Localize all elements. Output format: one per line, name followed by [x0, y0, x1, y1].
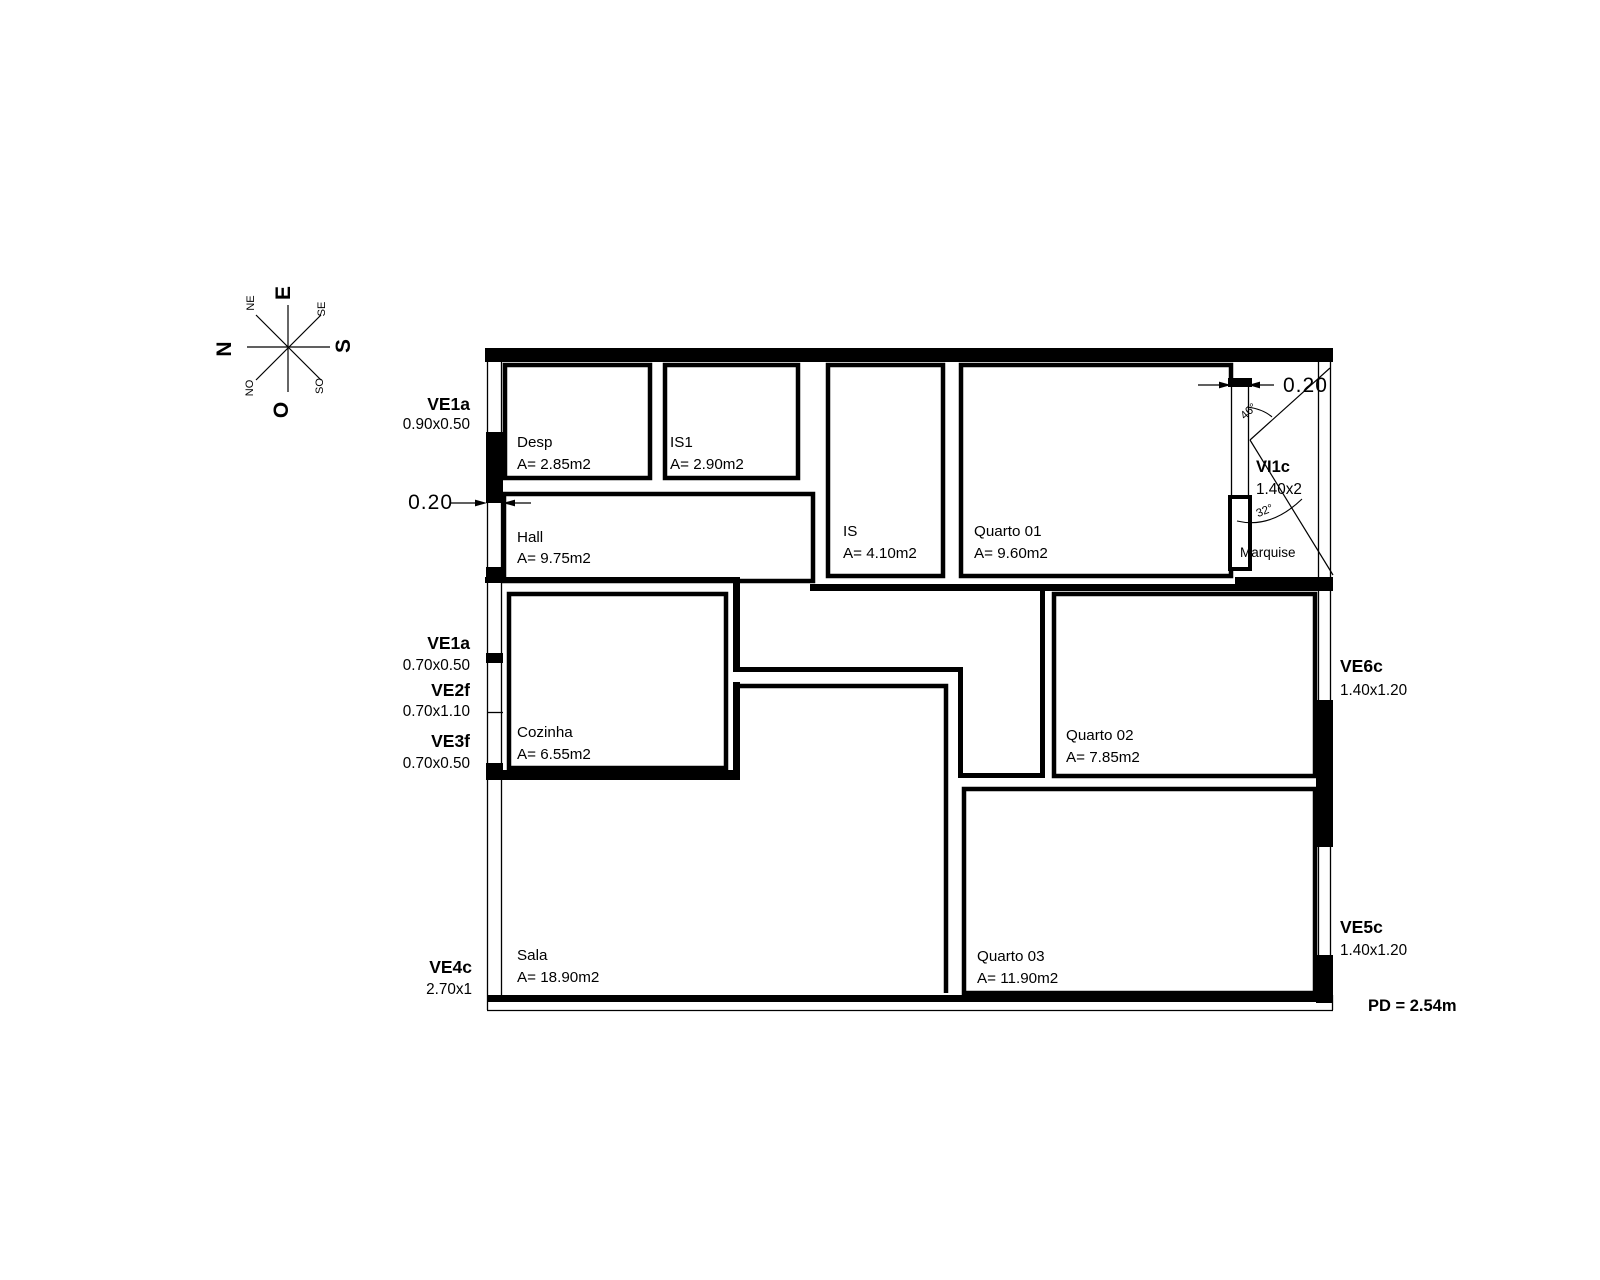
wall-south-of-is-quarto01 [810, 584, 1333, 591]
compass-label-ne: NE [245, 295, 257, 311]
compass-label-n: N [213, 341, 236, 357]
room-quarto03-area: A= 11.90m2 [977, 970, 1059, 987]
room-desp-area: A= 2.85m2 [517, 456, 591, 473]
wall-cozinha-right-upper [733, 577, 740, 672]
room-marquise-name: Marquise [1240, 545, 1296, 560]
angle-lower-label: 32° [1254, 502, 1276, 521]
window-ve2f-size: 0.70x1.10 [402, 703, 470, 720]
room-is1-area: A= 2.90m2 [670, 456, 744, 473]
room-hall-name: Hall [517, 529, 544, 546]
room-quarto03-name: Quarto 03 [977, 948, 1045, 965]
compass-label-no: NO [244, 379, 256, 397]
window-ve1a-top-size: 0.90x0.50 [402, 416, 470, 433]
window-ve3f-id: VE3f [431, 731, 470, 751]
window-ve4c-id: VE4c [429, 957, 472, 977]
wall-left-pier-1 [486, 432, 503, 503]
window-ve1a-left-size: 0.70x0.50 [402, 657, 470, 674]
room-desp-name: Desp [517, 434, 553, 451]
wall-corridor-north [738, 667, 962, 672]
window-ve1a-left-id: VE1a [427, 633, 470, 653]
vi1c-top-tab [1228, 378, 1252, 387]
wall-cozinha-bottom [487, 770, 740, 780]
compass-label-se: SE [316, 301, 328, 317]
window-ve3f-size: 0.70x0.50 [402, 755, 470, 772]
compass-label-e: E [272, 285, 295, 301]
room-hall-outline [504, 494, 813, 581]
room-cozinha-name: Cozinha [517, 724, 573, 741]
window-ve6c-id: VE6c [1340, 656, 1383, 676]
wall-top-exterior [485, 348, 1333, 362]
compass-label-o: O [270, 401, 293, 419]
window-ve5c-id: VE5c [1340, 917, 1383, 937]
room-is-name: IS [843, 523, 858, 540]
room-cozinha-outline [509, 594, 726, 768]
room-is-area: A= 4.10m2 [843, 545, 917, 562]
wall-cozinha-right-lower [733, 682, 740, 780]
ceiling-height-note: PD = 2.54m [1368, 997, 1457, 1015]
wall-left-pier-3 [486, 653, 503, 663]
window-ve5c-size: 1.40x1.20 [1340, 942, 1408, 959]
angle-upper-label: 46° [1238, 401, 1260, 423]
window-vi1c-size: 1.40x2 [1256, 481, 1302, 498]
wall-bottom-exterior [487, 995, 1333, 1002]
room-quarto02-name: Quarto 02 [1066, 727, 1134, 744]
room-sala-area: A= 18.90m2 [517, 969, 600, 986]
room-outlines [504, 365, 1315, 993]
room-cozinha-area: A= 6.55m2 [517, 746, 591, 763]
wall-corridor-south [958, 773, 1045, 778]
room-hall-area: A= 9.75m2 [517, 550, 591, 567]
room-is1-name: IS1 [670, 434, 693, 451]
room-quarto01-name: Quarto 01 [974, 523, 1042, 540]
wall-corridor-west [958, 667, 963, 778]
dim-left-arrowhead-a [475, 500, 487, 507]
wall-corridor-east [1040, 586, 1045, 778]
window-vi1c-id: VI1c [1256, 458, 1290, 476]
window-ve6c-size: 1.40x1.20 [1340, 682, 1408, 699]
room-quarto01-area: A= 9.60m2 [974, 545, 1048, 562]
wall-thickness-left-label: 0.20 [408, 491, 453, 514]
window-ve2f-id: VE2f [431, 680, 470, 700]
room-quarto02-area: A= 7.85m2 [1066, 749, 1140, 766]
room-sala-outline [740, 686, 946, 993]
wall-hall-bottom [485, 577, 740, 583]
window-ve4c-size: 2.70x1 [426, 981, 472, 998]
wall-thickness-right-label: 0.20 [1283, 374, 1328, 397]
compass-label-s: S [332, 338, 355, 354]
window-ve1a-top-id: VE1a [427, 394, 470, 414]
wall-left-pier-2 [486, 567, 503, 578]
room-sala-name: Sala [517, 947, 548, 964]
compass-label-so: SO [314, 378, 326, 394]
